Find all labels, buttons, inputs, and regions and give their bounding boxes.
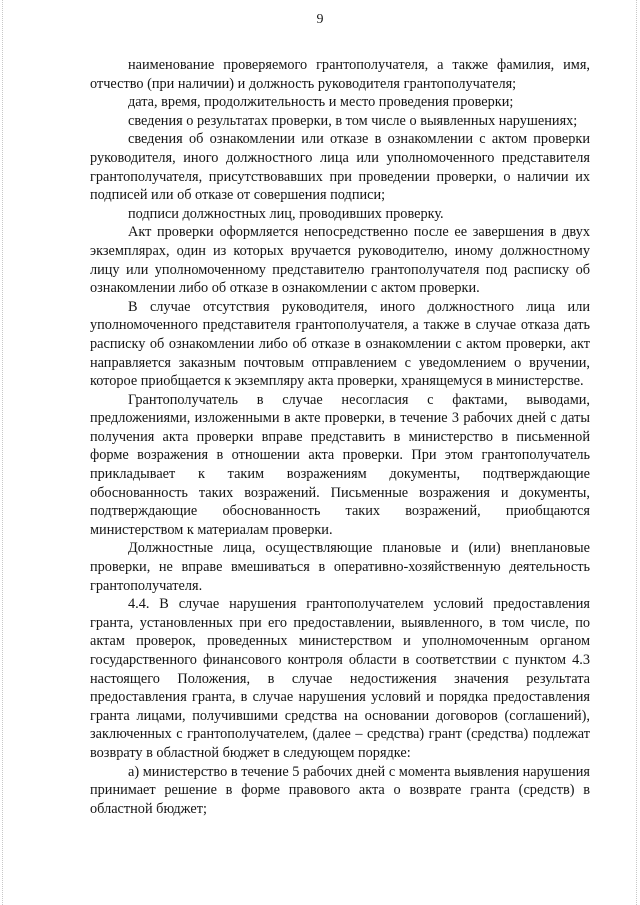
document-body <box>90 56 590 818</box>
paragraph-date-time: дата, время, продолжительность и место проведения проверки; <box>128 94 514 111</box>
paragraph-results: сведения о результатах проверки, в том числе о выявленных нарушениях; <box>128 112 578 129</box>
paragraph-acquaintance: сведения об ознакомлении или отказе в ознакомлении с актом проверки руководителя, иного должностного лица или уполномоченного представителя грантополучателя, присутствовавших при проведении проверки, о наличии их подписей или об отказе от совершения подписи; <box>90 131 590 204</box>
paragraph-absence: В случае отсутствия руководителя, иного должностного лица или уполномоченного представителя грантополучателя, а также в случае отказа дать расписку об ознакомлении либо об отказе в ознакомлении с актом проверки, акт направляется заказным почтовым отправлением с уведомлением о вручении, которое приобщается к экземпляру акта проверки, хранящемуся в министерстве. <box>90 298 590 390</box>
paragraph-objections: Грантополучатель в случае несогласия с фактами, выводами, предложениями, изложенными в акте проверки, в течение 3 рабочих дней с даты получения акта проверки вправе представить в министерство в письменной форме возражения в отношении акта проверки. При этом грантополучатель прикладывает к таким возражениям документы, подтверждающие обоснованность таких возражений. Письменные возражения и документы, подтверждающие обоснованность таких возражений, приобщаются министерством к материалам проверки. <box>90 391 590 538</box>
paragraph-signatures: подписи должностных лиц, проводивших проверку. <box>128 205 444 222</box>
paragraph-inspected-name: наименование проверяемого грантополучателя, а также фамилия, имя, отчество (при наличии) и должность руководителя грантополучателя; <box>90 57 590 92</box>
page-number: 9 <box>316 12 324 27</box>
right-margin-line <box>636 0 638 905</box>
paragraph-item-a: а) министерство в течение 5 рабочих дней с момента выявления нарушения принимает решение в форме правового акта о возврате гранта (средств) в областной бюджет; <box>90 763 590 817</box>
left-margin-line <box>2 0 4 905</box>
paragraph-section-4-4: 4.4. В случае нарушения грантополучателем условий предоставления гранта, установленных при его предоставлении, выявленного, в том числе, по актам проверок, проведенных министерством и уполномоченным органом государственного финансового контроля области в соответствии с пунктом 4.3 настоящего Положения, в случае недостижения значения результата предоставления гранта, в случае нарушения условий и порядка предоставления гранта лицами, получившими средства на основании договоров (соглашений), заключенных с грантополучателем, (далее – средства) грант (средства) подлежат возврату в областной бюджет в следующем порядке: <box>90 596 590 761</box>
paragraph-act-issued: Акт проверки оформляется непосредственно после ее завершения в двух экземплярах, один из которых вручается руководителю, иному должностному лицу или уполномоченному представителю грантополучателя под расписку об ознакомлении либо об отказе в ознакомлении с актом проверки. <box>90 224 590 297</box>
paragraph-officials: Должностные лица, осуществляющие плановые и (или) внеплановые проверки, не вправе вмешиваться в оперативно-хозяйственную деятельность грантополучателя. <box>90 540 590 594</box>
